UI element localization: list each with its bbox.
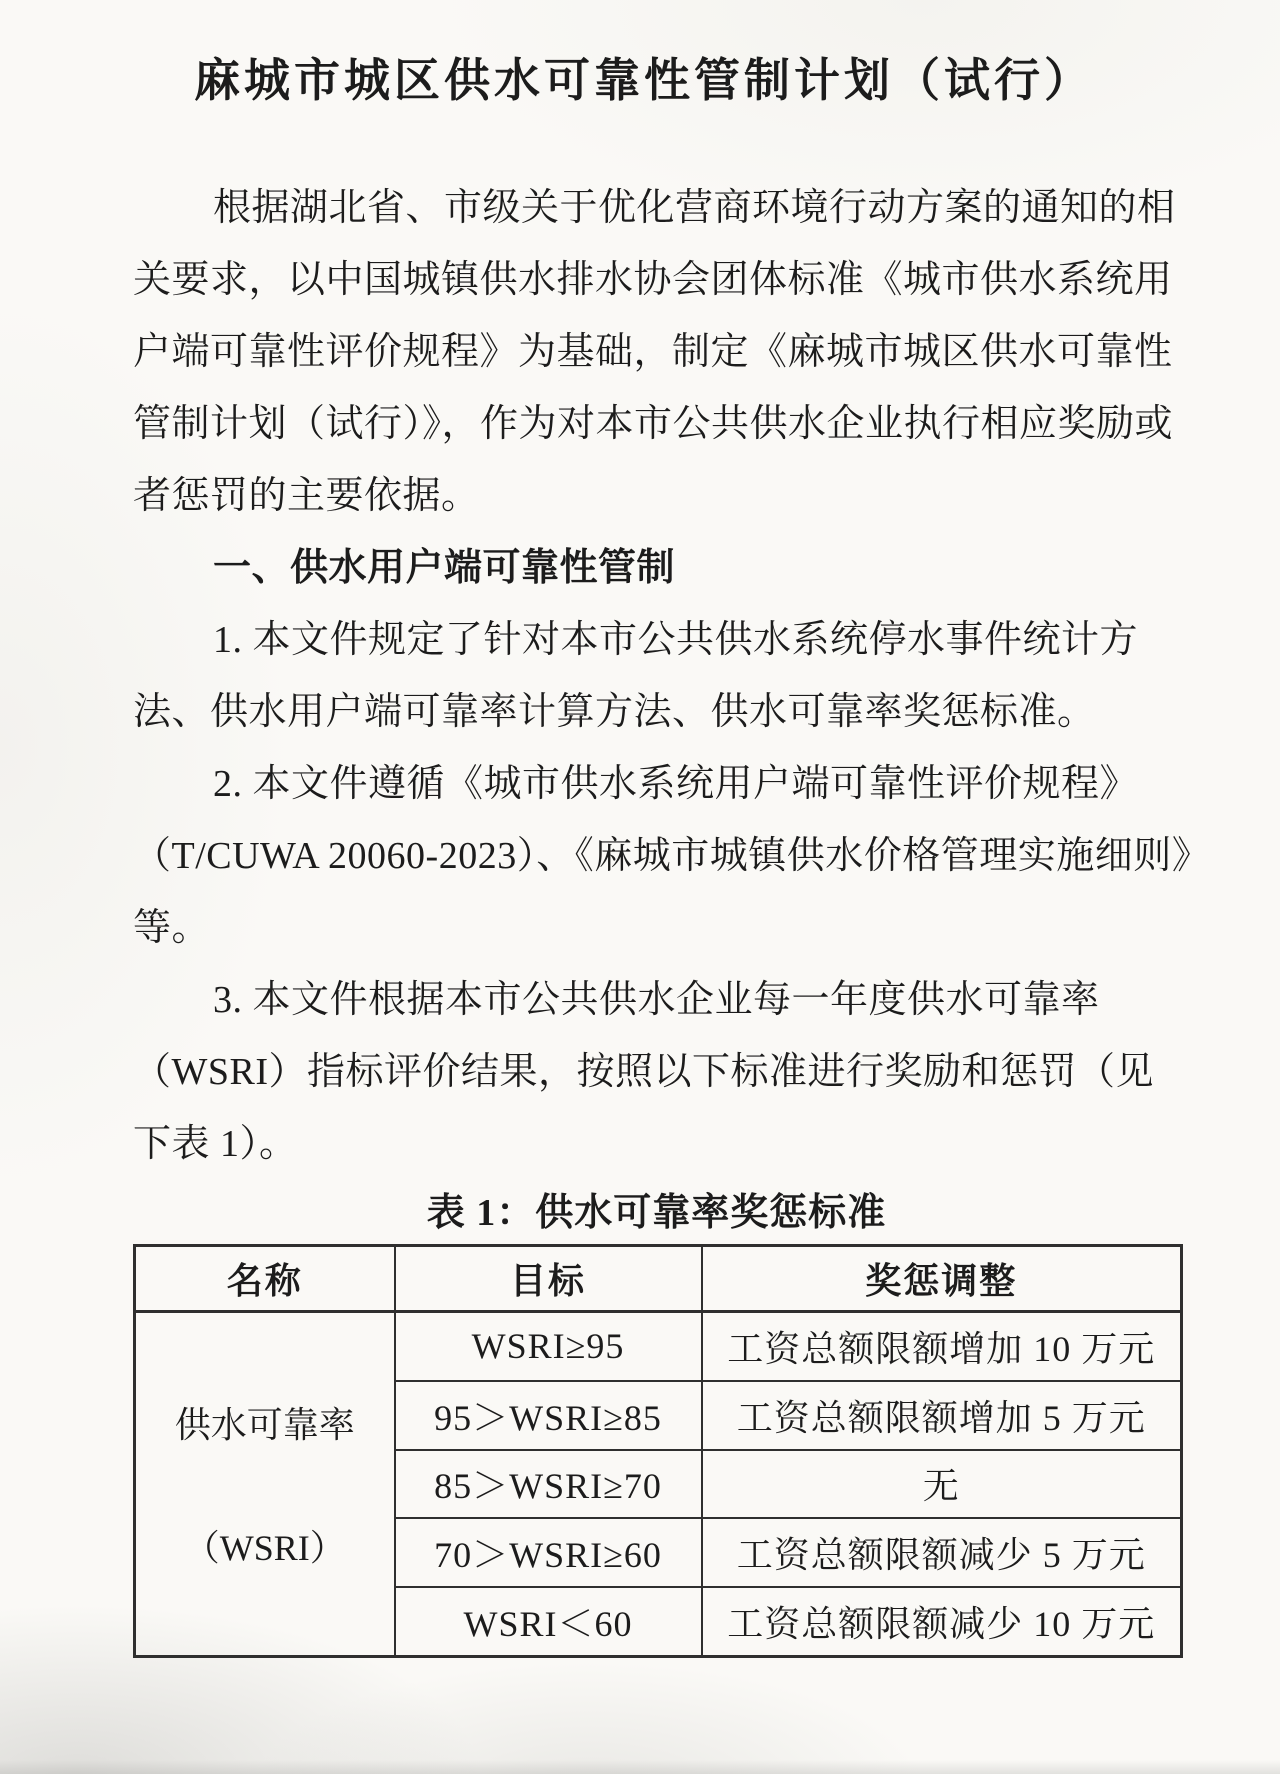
adjustment-cell: 工资总额限额增加 10 万元 — [702, 1312, 1182, 1381]
target-cell: WSRI≥95 — [395, 1312, 702, 1381]
paragraph-line: 根据湖北省、市级关于优化营商环境行动方案的通知的相 — [213, 187, 1176, 229]
section-heading: 一、供水用户端可靠性管制 — [213, 547, 676, 589]
paragraph-line: 1. 本文件规定了针对本市公共供水系统停水事件统计方 — [213, 619, 1139, 661]
paragraph-line: 等。 — [133, 907, 211, 949]
target-cell: 70＞WSRI≥60 — [395, 1518, 702, 1587]
target-cell: WSRI＜60 — [395, 1587, 702, 1656]
header-cell-name: 名称 — [135, 1246, 395, 1312]
paragraph-line: 者惩罚的主要依据。 — [133, 475, 480, 517]
paragraph-line: （T/CUWA 20060-2023）、《麻城市城镇供水价格管理实施细则》 — [133, 835, 1211, 877]
header-cell-adjustment: 奖惩调整 — [702, 1246, 1182, 1312]
paragraph-line: 2. 本文件遵循《城市供水系统用户端可靠性评价规程》 — [213, 763, 1139, 805]
table-header-row — [135, 1246, 1182, 1312]
paragraph-line: 3. 本文件根据本市公共供水企业每一年度供水可靠率 — [213, 979, 1100, 1021]
target-cell: 85＞WSRI≥70 — [395, 1450, 702, 1519]
document-body — [133, 172, 1211, 1180]
adjustment-cell: 工资总额限额减少 10 万元 — [702, 1587, 1182, 1656]
table-caption: 表 1：供水可靠率奖惩标准 — [426, 1192, 887, 1234]
adjustment-cell: 工资总额限额增加 5 万元 — [702, 1381, 1182, 1450]
paragraph-line: 户端可靠性评价规程》为基础，制定《麻城市城区供水可靠性 — [133, 331, 1173, 373]
paragraph-line: 关要求，以中国城镇供水排水协会团体标准《城市供水系统用 — [133, 259, 1173, 301]
header-cell-target: 目标 — [395, 1246, 702, 1312]
indicator-abbr-line: （WSRI） — [183, 1528, 346, 1568]
document-title: 麻城市城区供水可靠性管制计划（试行） — [194, 55, 1094, 106]
paragraph-line: （WSRI）指标评价结果，按照以下标准进行奖励和惩罚（见 — [133, 1051, 1155, 1093]
indicator-name-line: 供水可靠率 — [174, 1405, 355, 1445]
adjustment-cell: 无 — [702, 1450, 1182, 1519]
paragraph-line: 管制计划（试行）》，作为对本市公共供水企业执行相应奖励或 — [133, 403, 1174, 445]
reward-penalty-table — [133, 1244, 1183, 1658]
target-cell: 95＞WSRI≥85 — [395, 1381, 702, 1450]
paragraph-line: 法、供水用户端可靠率计算方法、供水可靠率奖惩标准。 — [133, 691, 1096, 733]
adjustment-cell: 工资总额限额减少 5 万元 — [702, 1518, 1182, 1587]
table-row — [135, 1312, 1182, 1381]
paragraph-line: 下表 1）。 — [133, 1123, 298, 1165]
indicator-name-cell — [135, 1312, 395, 1657]
